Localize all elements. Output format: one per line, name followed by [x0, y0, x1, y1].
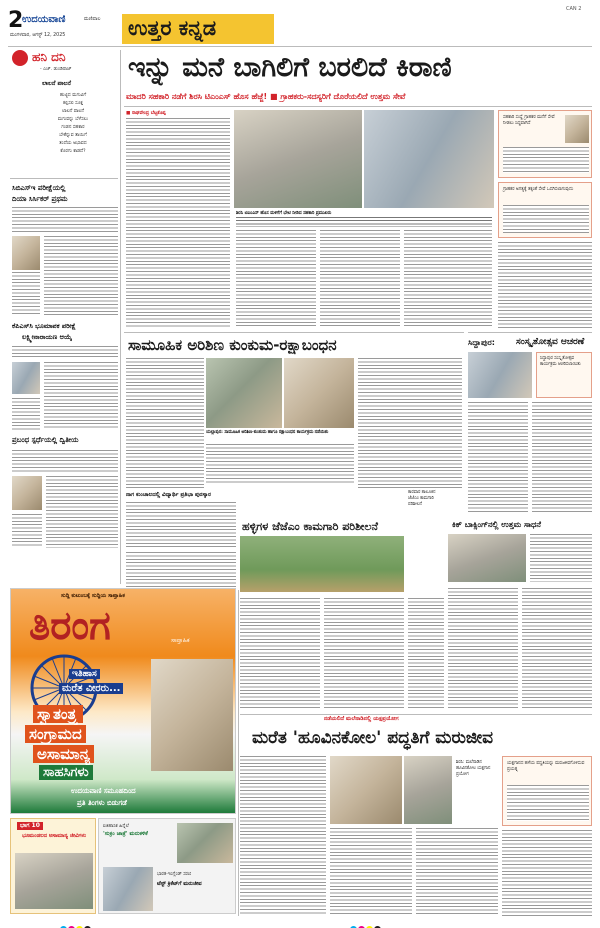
raksha-text: [126, 502, 236, 548]
poem-line: ಲಾಲನೆ ಪಾಲನೆ: [61, 109, 85, 114]
jjm-photo: [240, 536, 404, 592]
jjm-headline: ಹಳ್ಳಿಗಳ ಜೆಜೆಎಂ ಕಾಮಗಾರಿ ಪರಿಶೀಲನೆ: [242, 520, 378, 533]
lead-byline: ■ ರಾಘವೇಂದ್ರ ಬೆಟ್ಟಕೊಪ್ಪ: [126, 111, 166, 116]
raksha-text: [126, 358, 204, 488]
poem-line: ಹುಟ್ಟಿದ ಮಗುವಿಗೆ: [59, 93, 87, 98]
paper-name: ಉದಯವಾಣಿ: [22, 14, 66, 25]
column-divider: [120, 50, 121, 584]
kickboxing-text: [448, 588, 518, 708]
promo-title: 'ಸುಕ್ರಂ ಜಾತ್ರೆ' ಮರುಕಳಿಕೆ: [103, 831, 148, 837]
promo-box[interactable]: [10, 818, 96, 914]
tiranga-ad[interactable]: [10, 588, 236, 814]
lead-text: [404, 230, 492, 328]
siddapura-headline: ಸಂಸ್ಕೃತೋತ್ಸವ ಆಚರಣೆ: [516, 337, 585, 347]
quote-lines: [503, 205, 589, 233]
registration-marks: [60, 918, 92, 928]
kickboxing-photo: [448, 534, 526, 582]
story-text: [44, 236, 118, 316]
promo-photo: [177, 823, 233, 863]
ad-footer1: ಉದಯವಾಣಿ ಸಮೂಹದಿಂದ: [71, 787, 136, 795]
ad-title: ತಿರಂಗ: [29, 603, 111, 649]
siddapura-text: [532, 402, 592, 514]
promo-title: ಭೂಮಂಡಲದ ಅಸಾಮಾನ್ಯ ಜೀವಿಗಳು: [21, 833, 87, 839]
ad-line4: ಸಂಗ್ರಾಮದ: [25, 725, 86, 743]
siddapura-kicker: ಸಿದ್ದಾಪುರ:: [468, 338, 495, 347]
quote-text: ಸಹಕಾರಿ ಸಂಸ್ಥೆ ಗ್ರಾಹಕರ ಮನೆಗೆ ಸೇವೆ ನೀಡಲು ಸಿದ್ಧವಾಗಿದೆ: [503, 115, 555, 126]
poem-line: ತಂದೆಯ ಅಭಾವದ: [59, 141, 87, 146]
story-text: [12, 207, 118, 233]
promo-title: ಟೆಸ್ಟ್ ಕ್ರಿಕೆಟ್‌ಗೆ ಮರುಜೀವ: [157, 881, 202, 887]
raksha-sub-headline: ನಾಗ ಕುಂಚಾಲದಲ್ಲಿ ವಿದ್ಯಾರ್ಥಿ ಪ್ರತಿಭಾ ಪುರಸ್ಕಾರ: [126, 492, 211, 498]
hani-dani-author: - ಎಚ್. ಡುಂಡಿರಾಜ್: [40, 67, 72, 72]
story-text: [12, 398, 40, 430]
note-text: ಸಿದ್ದಾಪುರ ಸಂಸ್ಕೃತೋತ್ಸವ ಕಾರ್ಯಕ್ರಮ ಆಚರಿಸಲಾಯಿತು: [540, 356, 581, 367]
story-text: [12, 272, 40, 316]
hani-dani-logo: [12, 50, 28, 66]
ad-line2: ಮರೆತ ವೀರರು...: [59, 683, 123, 694]
jjm-text: [126, 552, 236, 588]
section-rule: [240, 714, 592, 715]
yakshagana-kicker: ನಡೆಯಲಿದೆ ಮಲೆನಾಡಿನಲ್ಲಿ ಯಕ್ಷಪ್ರಯೋಗ: [324, 716, 399, 722]
kickboxing-text: [522, 588, 592, 708]
lead-caption-lines: [236, 217, 492, 227]
portrait-photo: [12, 476, 42, 510]
date-line: ಮಂಗಳವಾರ, ಆಗಸ್ಟ್ 12, 2025: [10, 33, 66, 38]
lead-text: [498, 242, 592, 328]
column-divider: [238, 590, 239, 916]
story-text: [12, 450, 118, 472]
story-headline: ಪ್ರಬಂಧ ಸ್ಪರ್ಧೆಯಲ್ಲಿ ದ್ವಿತೀಯ: [12, 436, 79, 444]
registration-marks: [350, 918, 382, 928]
ad-footer2: ಪ್ರತಿ ತಿಂಗಳು ಬಿಡುಗಡೆ: [77, 799, 127, 807]
ad-line1: ಇತಿಹಾಸ: [69, 669, 100, 679]
promo-label: ಭಾಗ 10: [17, 822, 43, 830]
quote-box: [502, 756, 592, 826]
promo-photo: [103, 867, 153, 911]
portrait-photo: [12, 362, 40, 394]
ad-line5: ಅಸಾಮಾನ್ಯ: [33, 745, 94, 763]
poem-line: ಗಂಡನ ಸಹಕಾರ: [61, 125, 85, 130]
siddapura-photo: [468, 352, 532, 398]
promo-label: ಐತಿಹಾಸಿಕ ಹಿನ್ನೆಲೆ: [103, 824, 129, 829]
lead-headline: ಇನ್ನು ಮನೆ ಬಾಗಿಲಿಗೆ ಬರಲಿದೆ ಕಿರಾಣಿ: [128, 52, 452, 83]
kickboxing-headline: ಕಿಕ್ ಬಾಕ್ಸಿಂಗ್‌ನಲ್ಲಿ ಉತ್ತಮ ಸಾಧನೆ: [452, 520, 541, 529]
promo-label: ಭಾರತ-ಇಂಗ್ಲೆಂಡ್ ಸರಣಿ: [157, 872, 191, 877]
section-title: ಉತ್ತರ ಕನ್ನಡ: [128, 16, 217, 40]
yakshagana-headline: ಮರೆತ 'ಹೂವಿನಕೋಲ' ಪದ್ಧತಿಗೆ ಮರುಜೀವ: [252, 728, 494, 748]
ad-line3: ಸ್ವಾತಂತ್ರ್ಯ: [33, 705, 83, 723]
lead-photo-left: [234, 110, 362, 208]
poem-line: ಕೊರಗು ಕಾಡದೆ?: [60, 149, 86, 154]
quote-portrait: [565, 115, 589, 143]
jjm-text: [324, 598, 404, 708]
story-text: [44, 362, 118, 430]
yakshagana-side-note: ಶಿರಸಿ: ಮಲೆನಾಡಿನ ಹೂವಿನಕೋಲ ಯಕ್ಷಗಾನ ಪ್ರಯೋಗ: [456, 760, 491, 777]
quote-box: [498, 110, 592, 178]
kickboxing-text: [530, 534, 592, 582]
lead-photo-right: [364, 110, 494, 208]
ad-line6: ಸಾಹಸಿಗಳು: [39, 765, 93, 780]
lead-caption: ಶಿರಸಿ ಟಿಎಂಎಸ್ ಹೊಸ ಮಳಿಗೆಗೆ ಭೇಟಿ ನೀಡಿದ ಸಹಕಾರಿ ಪ್ರಮುಖರು: [236, 211, 332, 216]
column-divider: [10, 178, 118, 179]
quote-lines: [503, 147, 589, 173]
siddapura-note: [536, 352, 592, 398]
ad-tagline: ಸುದ್ದಿ ಕುಟುಂಬಕ್ಕೆ ಸುದ್ದಿಯ ಸಾಪ್ತಾಹಿಕ: [61, 593, 125, 599]
portrait-photo: [12, 236, 40, 270]
story-text: [12, 346, 118, 358]
page-number: 2: [8, 8, 24, 33]
masthead-rule: [8, 46, 592, 47]
subhead-rule: [124, 106, 592, 107]
page-code: CAN 2: [566, 6, 582, 12]
yakshagana-text: [240, 756, 326, 916]
raksha-photo-right: [284, 358, 354, 428]
edition-label: ಮಣಿಪಾಲ: [84, 16, 101, 22]
poem-line: ಮಗುವನ್ನು ಬೆಳೆಸಲು: [57, 117, 89, 122]
freedom-fighter-portraits: [151, 659, 233, 771]
quote-box: [498, 182, 592, 238]
quote-text: ಯಕ್ಷಗಾನದ ಹಳೆಯ ಪದ್ಧತಿಯನ್ನು ಮರುಜೀವಗೊಳಿಸುವ ಪ್ರಯತ್ನ: [507, 761, 585, 772]
story-text: [46, 476, 118, 548]
hani-dani-title: ಹನಿ ದನಿ: [32, 50, 66, 64]
siddapura-text: [468, 402, 528, 514]
lead-text: [236, 230, 316, 328]
quote-text: ಗ್ರಾಹಕರ ಅಗತ್ಯಕ್ಕೆ ತಕ್ಕಂತೆ ಸೇವೆ ಒದಗಿಸಲಾಗುವುದು: [503, 187, 574, 192]
yakshagana-text: [502, 830, 592, 916]
raksha-photo-left: [206, 358, 282, 428]
promo-box[interactable]: [98, 818, 236, 914]
jjm-side-note: ಕಾರವಾರ ತಾಲೂಕಿನ ಜೆಜೆಎಂ ಕಾಮಗಾರಿ ಪರಿಶೀಲನೆ: [408, 490, 436, 507]
raksha-caption: ಯಲ್ಲಾಪುರ: ಸಾಮೂಹಿಕ ಅರಿಶಿಣ-ಕುಂಕುಮ ಹಾಗೂ ರಕ್ಷಾಬಂಧನ ಕಾರ್ಯಕ್ರಮ ನಡೆಯಿತು: [206, 430, 329, 435]
hani-dani-poem: [30, 92, 116, 156]
promo-photo: [15, 853, 93, 909]
section-rule: [468, 332, 592, 333]
lead-text: [320, 230, 400, 328]
story-headline: ಸಿಬಿಎಸ್‌ಇ ಪರೀಕ್ಷೆಯಲ್ಲಿ: [12, 184, 66, 192]
story-headline-2: ದಿಯಾ ಸಿರ್ಸಿಕರ್ ಪ್ರಥಮ: [12, 195, 68, 203]
raksha-headline: ಸಾಮೂಹಿಕ ಅರಿಶಿಣ ಕುಂಕುಮ-ರಕ್ಷಾಬಂಧನ: [128, 336, 337, 354]
yakshagana-photo-2: [404, 756, 452, 824]
poem-line: ಬೇಕೆನ್ನುವ ತಾಯಿಗೆ: [59, 133, 87, 138]
yakshagana-text: [416, 828, 498, 916]
story-text: [12, 514, 42, 548]
poem-line: ಕಲ್ಪಿಸಲಿ ಸೂಕ್ತ: [62, 101, 83, 106]
raksha-text: [206, 444, 354, 484]
hani-dani-subtitle: ಲಾಲನೆ ಪಾಲನೆ: [42, 80, 71, 87]
story-headline-2: ಲಕ್ಷ್ಮೀನಾರಾಯಣ ಆಯ್ಕೆ: [22, 333, 72, 341]
jjm-text: [408, 598, 444, 708]
section-rule: [124, 332, 464, 333]
story-headline: ಕೆಪಿಎಸ್‌ಸಿ ಭೂಮಾಪಕ ಪರೀಕ್ಷೆ: [12, 322, 76, 330]
raksha-text: [358, 358, 462, 488]
yakshagana-text: [330, 828, 412, 916]
lead-subhead: ಮಾದರಿ ಸಹಕಾರಿ ನಡೆಗೆ ಶಿರಸಿ ಟಿಎಂಎಸ್ ಹೊಸ ಹೆಜ್ಜೆ! ■ ಗ್ರಾಹಕರು-ಸದಸ್ಯರಿಗೆ ದೊರೆಯಲಿದೆ ಉತ್ತಮ ಸೇವೆ: [126, 92, 406, 101]
jjm-text: [240, 598, 320, 708]
yakshagana-photo: [330, 756, 402, 824]
lead-text: [126, 118, 230, 328]
ad-title-sub: ಸಾಪ್ತಾಹಿಕ: [171, 637, 190, 644]
quote-lines: [507, 785, 589, 821]
